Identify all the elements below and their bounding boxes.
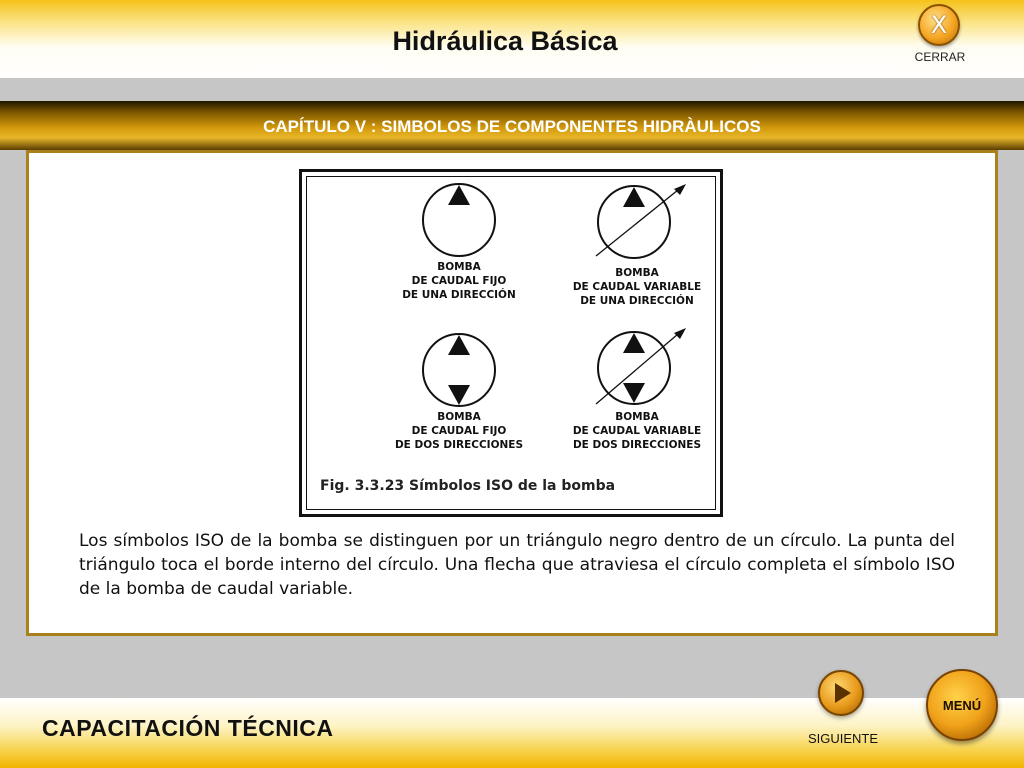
- pump-fixed-two-directions-icon: [414, 330, 504, 408]
- pump-symbols-figure: [299, 169, 723, 517]
- pump-variable-one-direction-icon: [582, 180, 692, 264]
- symbol-label: BOMBA DE CAUDAL FIJO DE DOS DIRECCIONES: [394, 411, 524, 451]
- symbol-fixed-one-direction: [374, 180, 544, 302]
- close-button[interactable]: [918, 4, 960, 46]
- symbol-variable-one-direction: [552, 180, 722, 308]
- figure-caption: Fig. 3.3.23 Símbolos ISO de la bomba: [320, 478, 616, 494]
- footer-bar: [0, 698, 1024, 768]
- menu-label: MENÚ: [942, 697, 982, 713]
- content-panel: [26, 150, 998, 636]
- brand-title: CAPACITACIÓN TÉCNICA: [42, 715, 334, 741]
- next-label[interactable]: SIGUIENTE: [807, 731, 879, 746]
- pump-variable-two-directions-icon: [582, 324, 692, 408]
- next-button[interactable]: [818, 670, 864, 716]
- header-bar: [0, 0, 1024, 78]
- app-title: Hidráulica Básica: [392, 26, 618, 56]
- symbol-label: BOMBA DE CAUDAL VARIABLE DE DOS DIRECCIONES: [572, 411, 702, 451]
- menu-button[interactable]: [926, 669, 998, 741]
- symbol-label: BOMBA DE CAUDAL FIJO DE UNA DIRECCIÓN: [402, 261, 516, 301]
- symbol-fixed-two-directions: [374, 330, 544, 452]
- close-label[interactable]: CERRAR: [914, 50, 966, 64]
- symbol-label: BOMBA DE CAUDAL VARIABLE DE UNA DIRECCIÓN: [572, 267, 702, 307]
- play-icon: [835, 683, 851, 703]
- description-text: Los símbolos ISO de la bomba se distinguen por un triángulo negro dentro de un círculo. La punta del triángulo toca el borde interno del círculo. Una flecha que atraviesa el círculo completa el símbolo ISO de la bomba de caudal variable.: [79, 531, 955, 599]
- symbol-variable-two-directions: [552, 324, 722, 452]
- close-icon: X: [930, 11, 948, 39]
- pump-fixed-one-direction-icon: [414, 180, 504, 258]
- chapter-bar: [0, 101, 1024, 150]
- chapter-title: CAPÍTULO V : SIMBOLOS DE COMPONENTES HIDRÀULICOS: [263, 117, 761, 136]
